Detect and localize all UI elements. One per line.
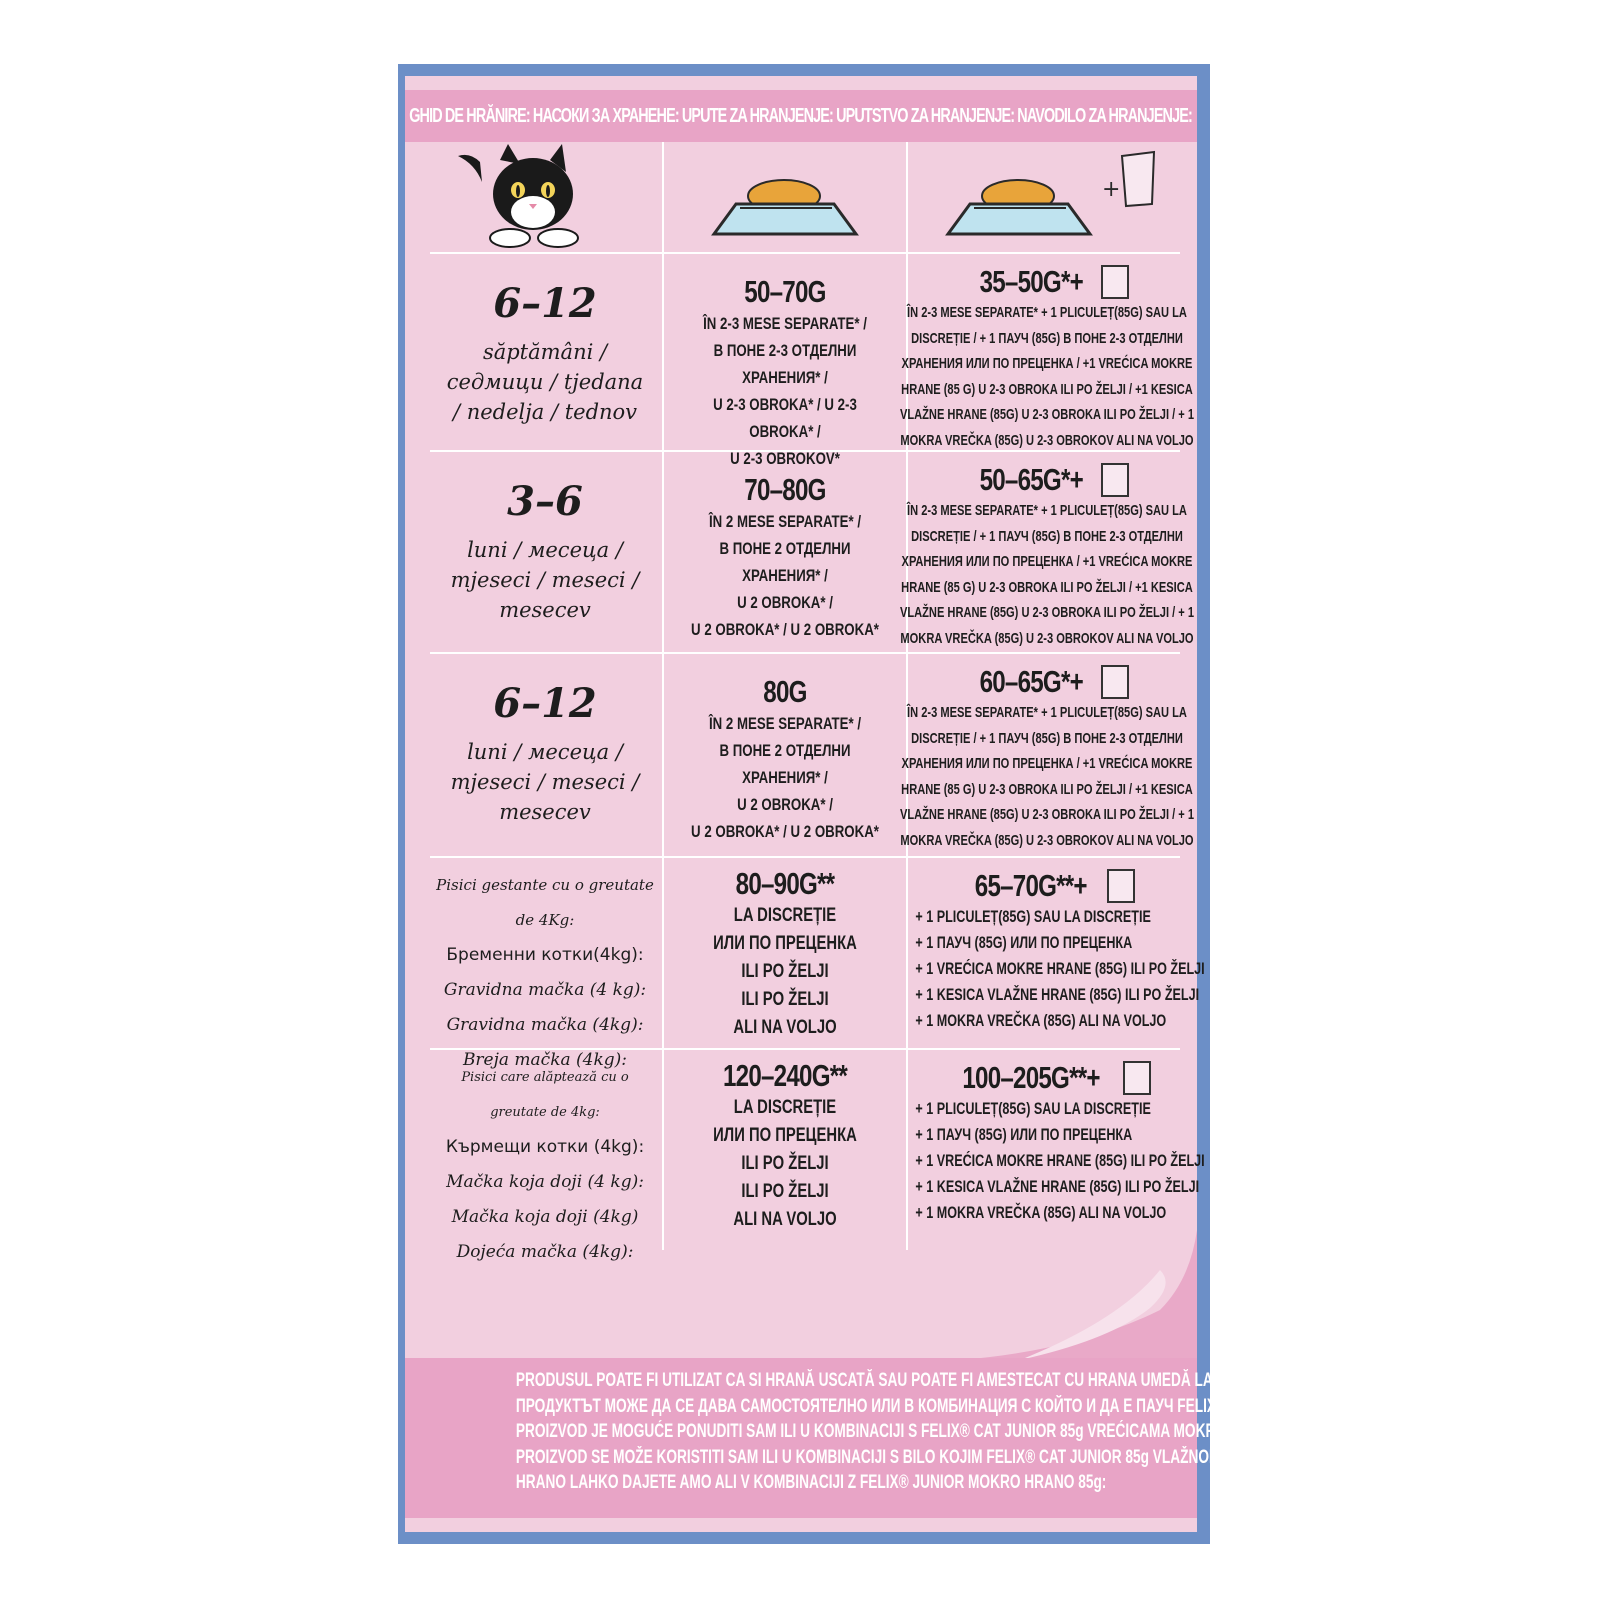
mix-instructions: ÎN 2-3 MESE SEPARATE* + 1 PLICULEȚ(85G) SAU LA DISCREȚIE / + 1 ПАУЧ (85G) В ПОНЕ 2-3 ОТДЕЛНИ ХРАНЕНИЯ ИЛИ ПО ПРЕЦЕНКА / +1 VREĆICA MOKRE HRANE (85 G) U 2-3 OBROKA ILI PO ŽELJI / +1 KESICA VLAŽNE HRANE (85G) U 2-3 OBROKA ILI PO ŽELJI / + 1 MOKRA VREČKA (85G) U 2-3 OBROKOV ALI NA VOLJO [899, 502, 1195, 647]
pouch-icon [1101, 463, 1129, 497]
pouch-icon [1101, 265, 1129, 299]
pouch-icon [1107, 869, 1135, 903]
page-curl-decoration [960, 1230, 1197, 1360]
usage-note-line: PROIZVOD JE MOGUĆE PONUDITI SAM ILI U KOMBINACIJI S FELIX® CAT JUNIOR 85g VREĆICAMA MOKRE HRANE: [515, 1421, 1282, 1442]
mix-amount: 65–70G**+ [975, 868, 1087, 903]
age-unit: luni / месеца / mjeseci / meseci / mesecev [450, 538, 640, 622]
dry-amount: 80–90G** [735, 866, 835, 901]
age-unit: săptămâni / седмици / tjedana / nedelja / tednov [446, 340, 644, 424]
usage-note-line: ПРОДУКТЪТ МОЖЕ ДА СЕ ДАВА САМОСТОЯТЕЛНО ИЛИ В КОМБИНАЦИЯ С КОЙТО И ДА Е ПАУЧ FELIX® JUNIOR 85G: [515, 1395, 1316, 1417]
mix-instructions: + 1 PLICULEȚ(85G) SAU LA DISCREȚIE + 1 ПАУЧ (85G) ИЛИ ПО ПРЕЦЕНКА + 1 VREĆICA MOKRE HRANE (85G) ILI PO ŽELJI + 1 KESICA VLAŽNE HRANE (85G) ILI PO ŽELJI + 1 MOKRA VREČKA (85G) ALI NA VOLJO [915, 907, 1205, 1030]
dry-only-cell [662, 452, 906, 652]
mixed-cell [899, 654, 1195, 856]
svg-text:+: + [1102, 177, 1121, 202]
mix-instructions: + 1 PLICULEȚ(85G) SAU LA DISCREȚIE + 1 ПАУЧ (85G) ИЛИ ПО ПРЕЦЕНКА + 1 VREĆICA MOKRE HRANE (85G) ILI PO ŽELJI + 1 KESICA VLAŽNE HRANE (85G) ILI PO ŽELJI + 1 MOKRA VREČKA (85G) ALI NA VOLJO [915, 1099, 1205, 1222]
age-cell [430, 654, 660, 856]
dry-amount: 50–70G [744, 274, 826, 309]
dry-only-cell [662, 654, 906, 856]
mix-amount: 100–205G**+ [962, 1060, 1100, 1095]
table-row [430, 654, 1195, 858]
pouch-icon [1101, 665, 1129, 699]
mix-instructions: ÎN 2-3 MESE SEPARATE* + 1 PLICULEȚ(85G) SAU LA DISCREȚIE / + 1 ПАУЧ (85G) В ПОНЕ 2-3 ОТДЕЛНИ ХРАНЕНИЯ ИЛИ ПО ПРЕЦЕНКА / +1 VREĆICA MOKRE HRANE (85 G) U 2-3 OBROKA ILI PO ŽELJI / +1 KESICA VLAŽNE HRANE (85G) U 2-3 OBROKA ILI PO ŽELJI / + 1 MOKRA VREČKA (85G) U 2-3 OBROKOV ALI NA VOLJO [899, 304, 1195, 449]
condition-cell [430, 1050, 660, 1262]
table-row [430, 254, 1195, 468]
usage-note-line: HRANO LAHKO DAJETE AMO ALI V KOMBINACIJI Z FELIX® JUNIOR MOKRO HRANO 85g: [515, 1472, 1107, 1493]
feeding-guide-title: GHID DE HRĂNIRE: НАСОКИ ЗА ХРАНЕНЕ: UPUTE ZA HRANJENJE: UPUTSTVO ZA HRANJENJE: NAVODILO ZA HRANJENJE: [405, 90, 1197, 142]
dry-amount: 70–80G [744, 472, 826, 507]
dry-instructions: ÎN 2 MESE SEPARATE* / В ПОНЕ 2 ОТДЕЛНИ ХРАНЕНИЯ* / U 2 OBROKA* / U 2 OBROKA* / U 2 OBROKA* [691, 714, 879, 841]
condition-text: Pisici gestante cu o greutate de 4Kg: Бременни котки(4kg): Gravidna mačka (4 kg): Gravidna mačka (4kg): Breja mačka (4kg): [436, 876, 654, 1070]
dry-food-plus-pouch-icon [906, 142, 1186, 252]
usage-note [405, 1358, 1390, 1518]
mixed-cell [899, 254, 1195, 450]
table-header-row [430, 142, 1180, 254]
table-row [430, 858, 1205, 1070]
condition-cell [430, 858, 660, 1070]
mix-amount: 60–65G*+ [979, 664, 1083, 699]
mix-amount: 35–50G*+ [979, 264, 1083, 299]
table-row [430, 452, 1195, 654]
dry-instructions: ÎN 2-3 MESE SEPARATE* / В ПОНЕ 2-3 ОТДЕЛНИ ХРАНЕНИЯ* / U 2-3 OBROKA* / U 2-3 OBROKA* / U 2-3 OBROKOV* [703, 314, 867, 468]
mixed-cell [906, 858, 1205, 1048]
usage-note-line: PROIZVOD SE MOŽE KORISTITI SAM ILI U KOMBINACIJI S BILO KOJIM FELIX® CAT JUNIOR 85g VLAŽNOM HRANOM: [515, 1446, 1291, 1468]
dry-only-cell [662, 1050, 906, 1250]
pouch-icon [1123, 1061, 1151, 1095]
dry-food-bowl-icon [662, 142, 906, 252]
table-row [430, 1050, 1205, 1262]
dry-only-cell [662, 858, 906, 1048]
kitten-illustration [430, 142, 660, 252]
age-cell [430, 254, 660, 450]
age-value: 3–6 [507, 478, 583, 525]
dry-only-cell [662, 254, 906, 468]
condition-text: Pisici care alăptează cu o greutate de 4kg: Кърмещи котки (4kg): Mačka koja doji (4 kg): Mačka koja doji (4kg) Dojeća mačka (4kg): [445, 1070, 645, 1262]
mixed-cell [899, 452, 1195, 652]
dry-instructions: LA DISCREȚIE ИЛИ ПО ПРЕЦЕНКА ILI PO ŽELJI ILI PO ŽELJI ALI NA VOLJO [713, 1097, 857, 1230]
age-value: 6–12 [493, 280, 597, 327]
dry-instructions: ÎN 2 MESE SEPARATE* / В ПОНЕ 2 ОТДЕЛНИ ХРАНЕНИЯ* / U 2 OBROKA* / U 2 OBROKA* / U 2 OBROKA* [691, 512, 879, 639]
dry-instructions: LA DISCREȚIE ИЛИ ПО ПРЕЦЕНКА ILI PO ŽELJI ILI PO ŽELJI ALI NA VOLJO [713, 905, 857, 1038]
dry-amount: 80G [763, 674, 807, 709]
age-unit: luni / месеца / mjeseci / meseci / mesecev [450, 740, 640, 824]
mixed-cell [906, 1050, 1205, 1250]
mix-instructions: ÎN 2-3 MESE SEPARATE* + 1 PLICULEȚ(85G) SAU LA DISCREȚIE / + 1 ПАУЧ (85G) В ПОНЕ 2-3 ОТДЕЛНИ ХРАНЕНИЯ ИЛИ ПО ПРЕЦЕНКА / +1 VREĆICA MOKRE HRANE (85 G) U 2-3 OBROKA ILI PO ŽELJI / +1 KESICA VLAŽNE HRANE (85G) U 2-3 OBROKA ILI PO ŽELJI / + 1 MOKRA VREČKA (85G) U 2-3 OBROKOV ALI NA VOLJO [899, 704, 1195, 849]
age-value: 6–12 [493, 680, 597, 727]
mix-amount: 50–65G*+ [979, 462, 1083, 497]
age-cell [430, 452, 660, 652]
dry-amount: 120–240G** [723, 1058, 847, 1093]
usage-note-line: PRODUSUL POATE FI UTILIZAT CA SI HRANĂ USCATĂ SAU POATE FI AMESTECAT CU HRANA UMEDĂ LA PLIC FELIX® JUNIOR 85G: [515, 1370, 1390, 1391]
